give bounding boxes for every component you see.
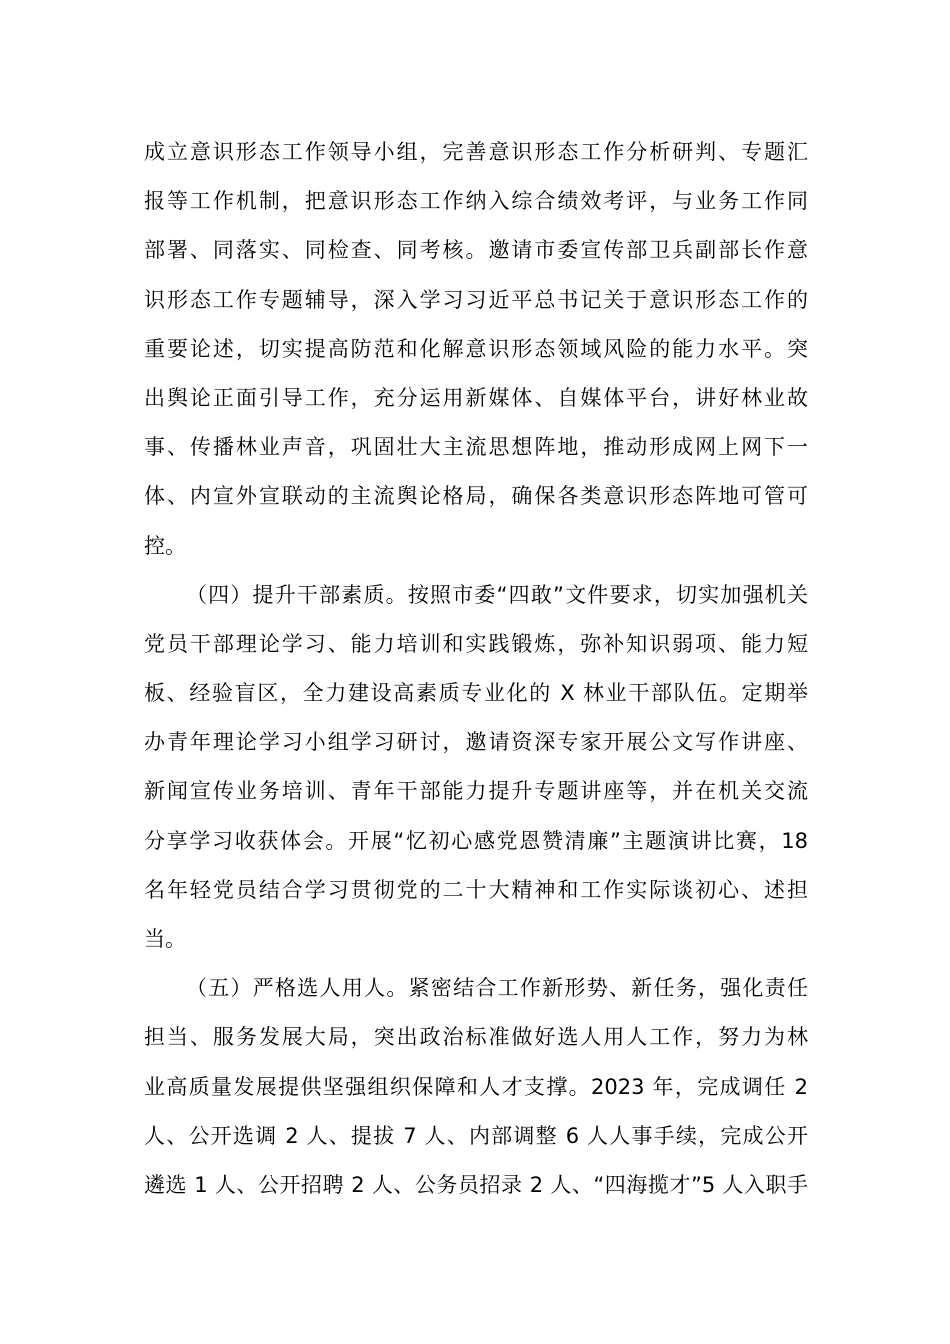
paragraph-ideology-work [144, 128, 808, 571]
paragraph-personnel-selection [144, 964, 808, 1210]
paragraph-cadre-quality [144, 571, 808, 965]
text-line: 分享学习收获体会。开展“忆初心感党恩赞清廉”主题演讲比赛，18 [144, 828, 808, 853]
document-body [144, 128, 808, 1210]
text-line: 新闻宣传业务培训、青年干部能力提升专题讲座等，并在机关交流 [144, 779, 808, 804]
text-line: 重要论述，切实提高防范和化解意识形态领域风险的能力水平。突 [144, 336, 808, 361]
text-line: 控。 [144, 533, 186, 558]
text-line: 事、传播林业声音，巩固壮大主流思想阵地，推动形成网上网下一 [144, 435, 808, 460]
text-line: 遴选 1 人、公开招聘 2 人、公务员招录 2 人、“四海揽才”5 人入职手 [144, 1172, 808, 1197]
text-line: 体、内宣外宣联动的主流舆论格局，确保各类意识形态阵地可管可 [144, 484, 808, 509]
text-line: （五）严格选人用人。紧密结合工作新形势、新任务，强化责任 [186, 976, 808, 1001]
text-line: 报等工作机制，把意识形态工作纳入综合绩效考评，与业务工作同 [144, 189, 808, 214]
text-line: 当。 [144, 927, 186, 951]
text-line: 出舆论正面引导工作，充分运用新媒体、自媒体平台，讲好林业故 [144, 385, 808, 410]
text-line: 成立意识形态工作领导小组，完善意识形态工作分析研判、专题汇 [144, 140, 808, 164]
text-line: 板、经验盲区，全力建设高素质专业化的 X 林业干部队伍。定期举 [144, 681, 808, 706]
text-line: 担当、服务发展大局，突出政治标准做好选人用人工作，努力为林 [144, 1025, 808, 1050]
text-line: 人、公开选调 2 人、提拔 7 人、内部调整 6 人人事手续，完成公开 [144, 1123, 808, 1148]
text-line: 名年轻党员结合学习贯彻党的二十大精神和工作实际谈初心、述担 [144, 877, 808, 902]
text-line: 部署、同落实、同检查、同考核。邀请市委宣传部卫兵副部长作意 [144, 238, 808, 263]
text-line: （四）提升干部素质。按照市委“四敢”文件要求，切实加强机关 [186, 582, 808, 607]
text-line: 党员干部理论学习、能力培训和实践锻炼，弥补知识弱项、能力短 [144, 631, 808, 656]
text-line: 办青年理论学习小组学习研讨，邀请资深专家开展公文写作讲座、 [144, 730, 808, 755]
text-line: 识形态工作专题辅导，深入学习习近平总书记关于意识形态工作的 [144, 287, 808, 312]
text-line: 业高质量发展提供坚强组织保障和人才支撑。2023 年，完成调任 2 [144, 1074, 808, 1099]
